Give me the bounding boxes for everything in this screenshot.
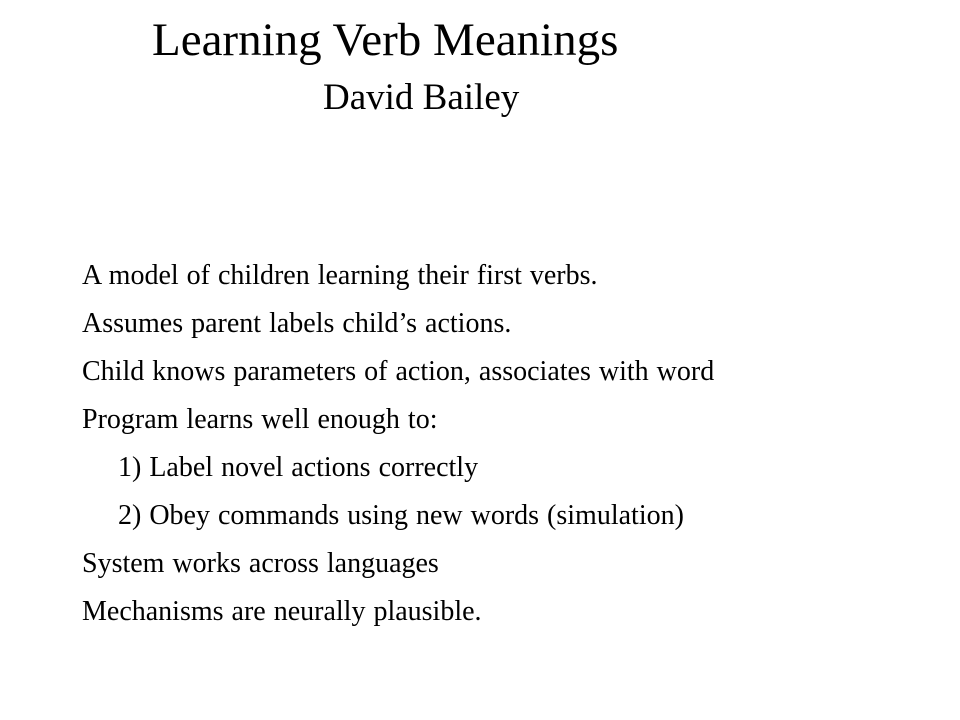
bullet-item: Assumes parent labels child’s actions. [82, 308, 512, 339]
bullet-item: Mechanisms are neurally plausible. [82, 596, 482, 627]
sub-bullet-item: 1) Label novel actions correctly [118, 452, 479, 483]
sub-bullet-item: 2) Obey commands using new words (simulation) [118, 500, 684, 531]
bullet-item: System works across languages [82, 548, 439, 579]
slide-subtitle-author: David Bailey [323, 77, 520, 118]
bullet-item: A model of children learning their first verbs. [82, 260, 598, 291]
bullet-item: Child knows parameters of action, associates with word [82, 356, 715, 387]
slide-title: Learning Verb Meanings [152, 14, 619, 66]
bullet-list [82, 260, 922, 644]
bullet-item: Program learns well enough to: [82, 404, 438, 435]
